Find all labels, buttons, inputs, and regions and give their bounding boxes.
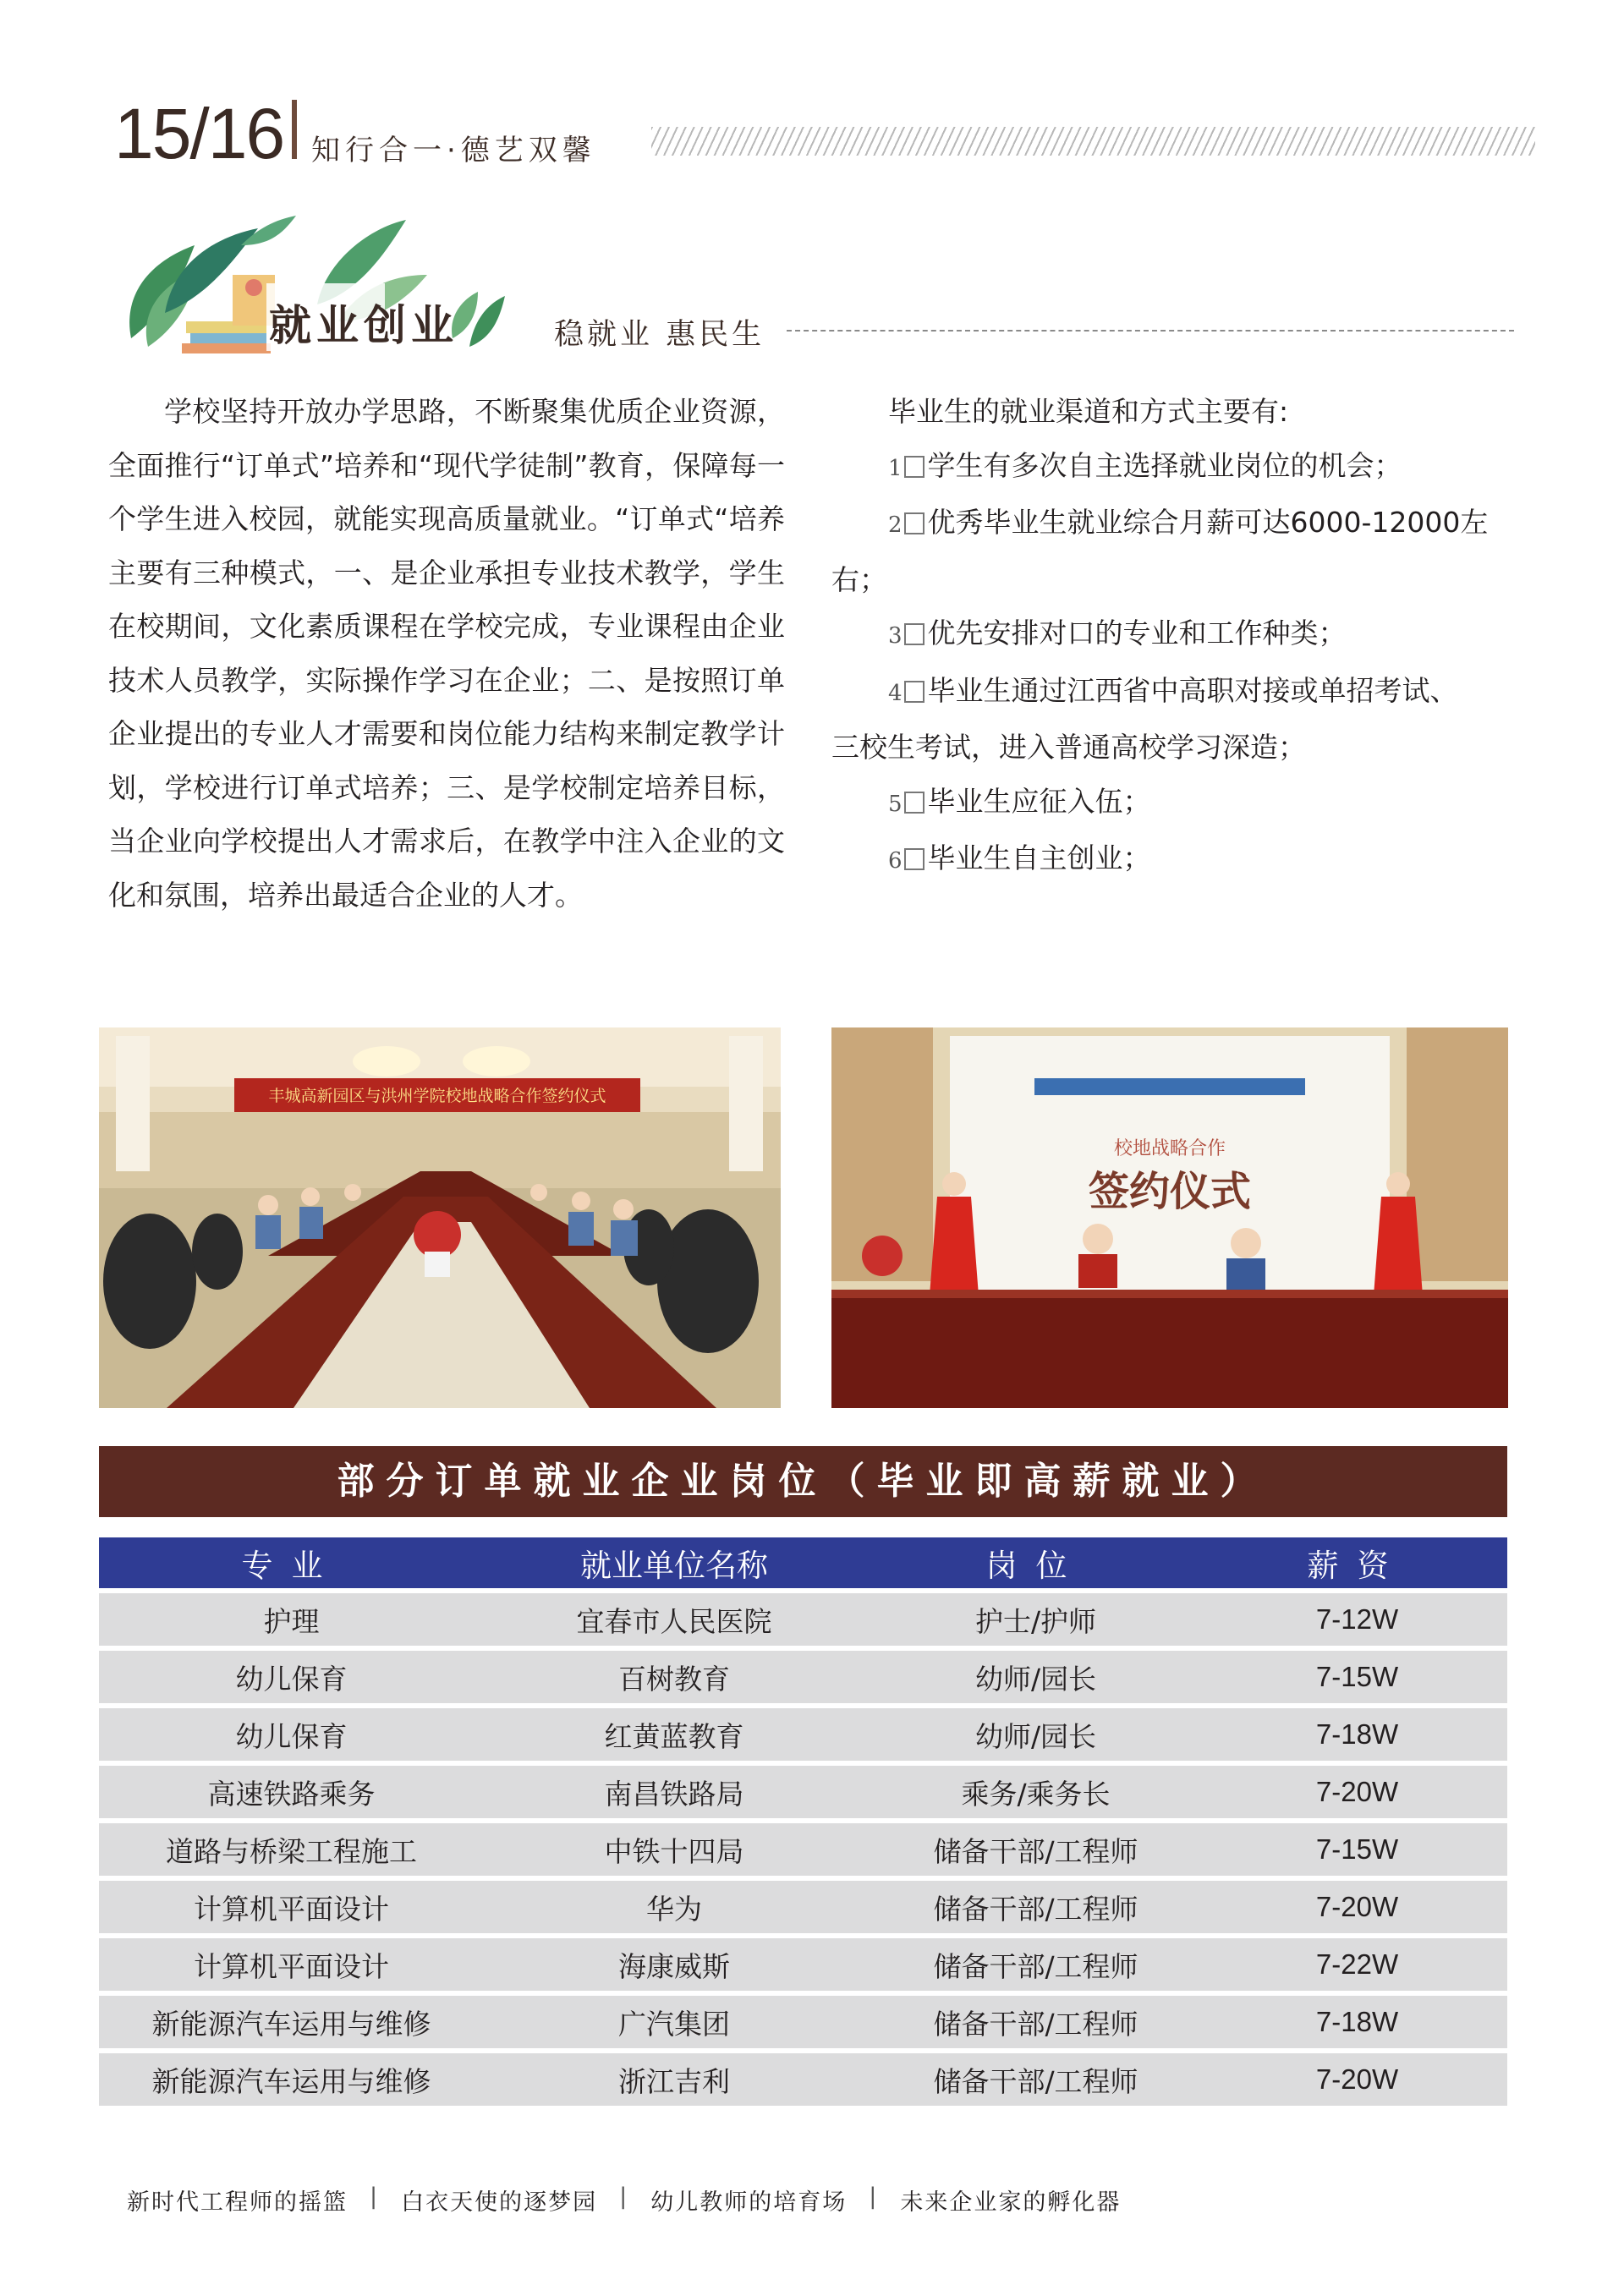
table-row <box>99 1593 1507 1646</box>
table-row <box>99 2053 1507 2106</box>
table-title: 部分订单就业企业岗位（毕业即高薪就业） <box>99 1446 1507 1517</box>
intro-paragraph: 学校坚持开放办学思路，不断聚集优质企业资源，全面推行“订单式”培养和“现代学徒制”教育，保障每一个学生进入校园，就能实现高质量就业。“订单式“培养主要有三种模式，一、是企业承担专业技术教学，学生在校期间，文化素质课程在学校完成，专业课程由企业技术人员教学，实际操作学习在企业；二、是按照订单企业提出的专业人才需要和岗位能力结构来制定教学计划，学校进行订单式培养；三、是学校制定培养目标，当企业向学校提出人才需求后，在教学中注入企业的文化和氛围，培养出最适合企业的人才。 <box>108 395 785 912</box>
item-text: 毕业生应征入伍； <box>927 784 1151 818</box>
footer-slogans <box>127 2184 1121 2217</box>
cell-position: 乘务/乘务长 <box>961 1777 1111 1811</box>
cell-position: 储备干部/工程师 <box>933 1834 1138 1868</box>
item-number: 5 <box>888 791 903 817</box>
cell-employer: 南昌铁路局 <box>604 1777 744 1811</box>
table-row <box>99 1881 1507 1933</box>
footer-slogan: 白衣天使的逐梦园 <box>401 2189 598 2216</box>
cell-employer: 海康威斯 <box>618 1949 730 1983</box>
footer-slogan: 新时代工程师的摇篮 <box>127 2189 348 2216</box>
list-item <box>831 831 1525 889</box>
footer-slogan: 未来企业家的孵化器 <box>900 2189 1122 2216</box>
cell-position: 储备干部/工程师 <box>933 1949 1138 1983</box>
item-number: 1 <box>888 455 903 481</box>
cell-employer: 中铁十四局 <box>604 1834 744 1868</box>
checkbox-icon <box>904 456 924 478</box>
cell-major: 幼儿保育 <box>235 1719 348 1753</box>
jobs-table <box>99 1537 1507 2111</box>
cell-major: 高速铁路乘务 <box>207 1777 376 1811</box>
cell-position: 幼师/园长 <box>974 1662 1097 1696</box>
cell-employer: 浙江吉利 <box>618 2064 730 2098</box>
cell-salary: 7-20W <box>1315 1776 1399 1807</box>
cell-major: 计算机平面设计 <box>194 1949 389 1983</box>
cell-position: 护士/护师 <box>974 1604 1097 1638</box>
item-text: 毕业生自主创业； <box>927 841 1151 874</box>
channels-intro: 毕业生的就业渠道和方式主要有: <box>888 395 1289 428</box>
item-number: 6 <box>888 848 903 874</box>
checkbox-icon <box>904 623 924 645</box>
cell-major: 幼儿保育 <box>235 1662 348 1696</box>
header-salary: 薪资 <box>1307 1548 1407 1584</box>
item-text: 优先安排对口的专业和工作种类； <box>927 616 1347 649</box>
checkbox-icon <box>904 792 924 814</box>
header-position: 岗位 <box>985 1548 1086 1584</box>
cell-major: 新能源汽车运用与维修 <box>151 2064 431 2098</box>
item-number: 4 <box>888 680 903 706</box>
list-item <box>831 439 1525 496</box>
cell-salary: 7-18W <box>1315 1718 1399 1750</box>
cell-major: 新能源汽车运用与维修 <box>151 2007 431 2041</box>
right-text-column <box>831 385 1525 889</box>
checkbox-icon <box>904 848 924 870</box>
table-row <box>99 1651 1507 1703</box>
section-divider <box>787 330 1514 332</box>
checkbox-icon <box>904 512 924 534</box>
header-major: 专业 <box>241 1548 342 1584</box>
cell-position: 储备干部/工程师 <box>933 1892 1138 1926</box>
header-employer: 就业单位名称 <box>580 1548 768 1584</box>
item-number: 2 <box>888 512 903 538</box>
cell-major: 计算机平面设计 <box>194 1892 389 1926</box>
footer-separator: | <box>370 2184 380 2210</box>
meeting-photo <box>99 1027 781 1408</box>
table-header-row <box>99 1537 1507 1588</box>
header-title: 知行合一·德艺双馨 <box>311 134 596 167</box>
meeting-banner-text: 丰城高新园区与洪州学院校地战略合作签约仪式 <box>268 1087 606 1105</box>
cell-salary: 7-12W <box>1315 1603 1399 1635</box>
cell-position: 储备干部/工程师 <box>933 2007 1138 2041</box>
cell-employer: 广汽集团 <box>618 2007 730 2041</box>
cell-position: 幼师/园长 <box>974 1719 1097 1753</box>
cell-employer: 红黄蓝教育 <box>604 1719 744 1753</box>
table-row <box>99 1766 1507 1818</box>
screen-title-line2: 签约仪式 <box>1088 1168 1252 1215</box>
cell-salary: 7-20W <box>1315 1891 1399 1922</box>
item-text: 毕业生通过江西省中高职对接或单招考试、 <box>927 673 1458 707</box>
table-row <box>99 1708 1507 1761</box>
list-item <box>831 775 1525 832</box>
cell-employer: 宜春市人民医院 <box>576 1604 772 1638</box>
item-number: 3 <box>888 623 903 649</box>
item-text: 学生有多次自主选择就业岗位的机会； <box>927 448 1402 482</box>
section-title: 就业创业 <box>269 300 458 350</box>
screen-title-line1: 校地战略合作 <box>1113 1138 1226 1159</box>
section-subtitle: 稳就业 惠民生 <box>554 318 765 352</box>
left-text-column <box>108 385 785 922</box>
table-row <box>99 1938 1507 1991</box>
footer-separator: | <box>619 2184 629 2210</box>
header-divider <box>292 100 297 159</box>
item-text-continued: 右； <box>831 562 887 596</box>
signing-ceremony-photo <box>831 1027 1508 1408</box>
cell-employer: 华为 <box>646 1892 702 1926</box>
item-text-continued: 三校生考试，进入普通高校学习深造； <box>831 731 1306 764</box>
table-row <box>99 1823 1507 1876</box>
cell-salary: 7-15W <box>1315 1833 1399 1865</box>
cell-salary: 7-15W <box>1315 1661 1399 1692</box>
footer-slogan: 幼儿教师的培育场 <box>650 2189 848 2216</box>
footer-separator: | <box>869 2184 879 2210</box>
list-item <box>831 606 1525 664</box>
cell-salary: 7-20W <box>1315 2063 1399 2095</box>
cell-major: 道路与桥梁工程施工 <box>166 1834 417 1868</box>
cell-position: 储备干部/工程师 <box>933 2064 1138 2098</box>
header-hatch-decoration <box>651 127 1535 156</box>
cell-major: 护理 <box>263 1604 320 1638</box>
list-item <box>831 664 1525 721</box>
cell-employer: 百树教育 <box>618 1662 730 1696</box>
table-row <box>99 1996 1507 2048</box>
item-text: 优秀毕业生就业综合月薪可达6000-12000左 <box>927 506 1489 539</box>
cell-salary: 7-22W <box>1315 1948 1399 1980</box>
checkbox-icon <box>904 681 924 703</box>
list-item <box>831 496 1525 553</box>
cell-salary: 7-18W <box>1315 2006 1399 2037</box>
page-number: 15/16 <box>114 94 284 173</box>
